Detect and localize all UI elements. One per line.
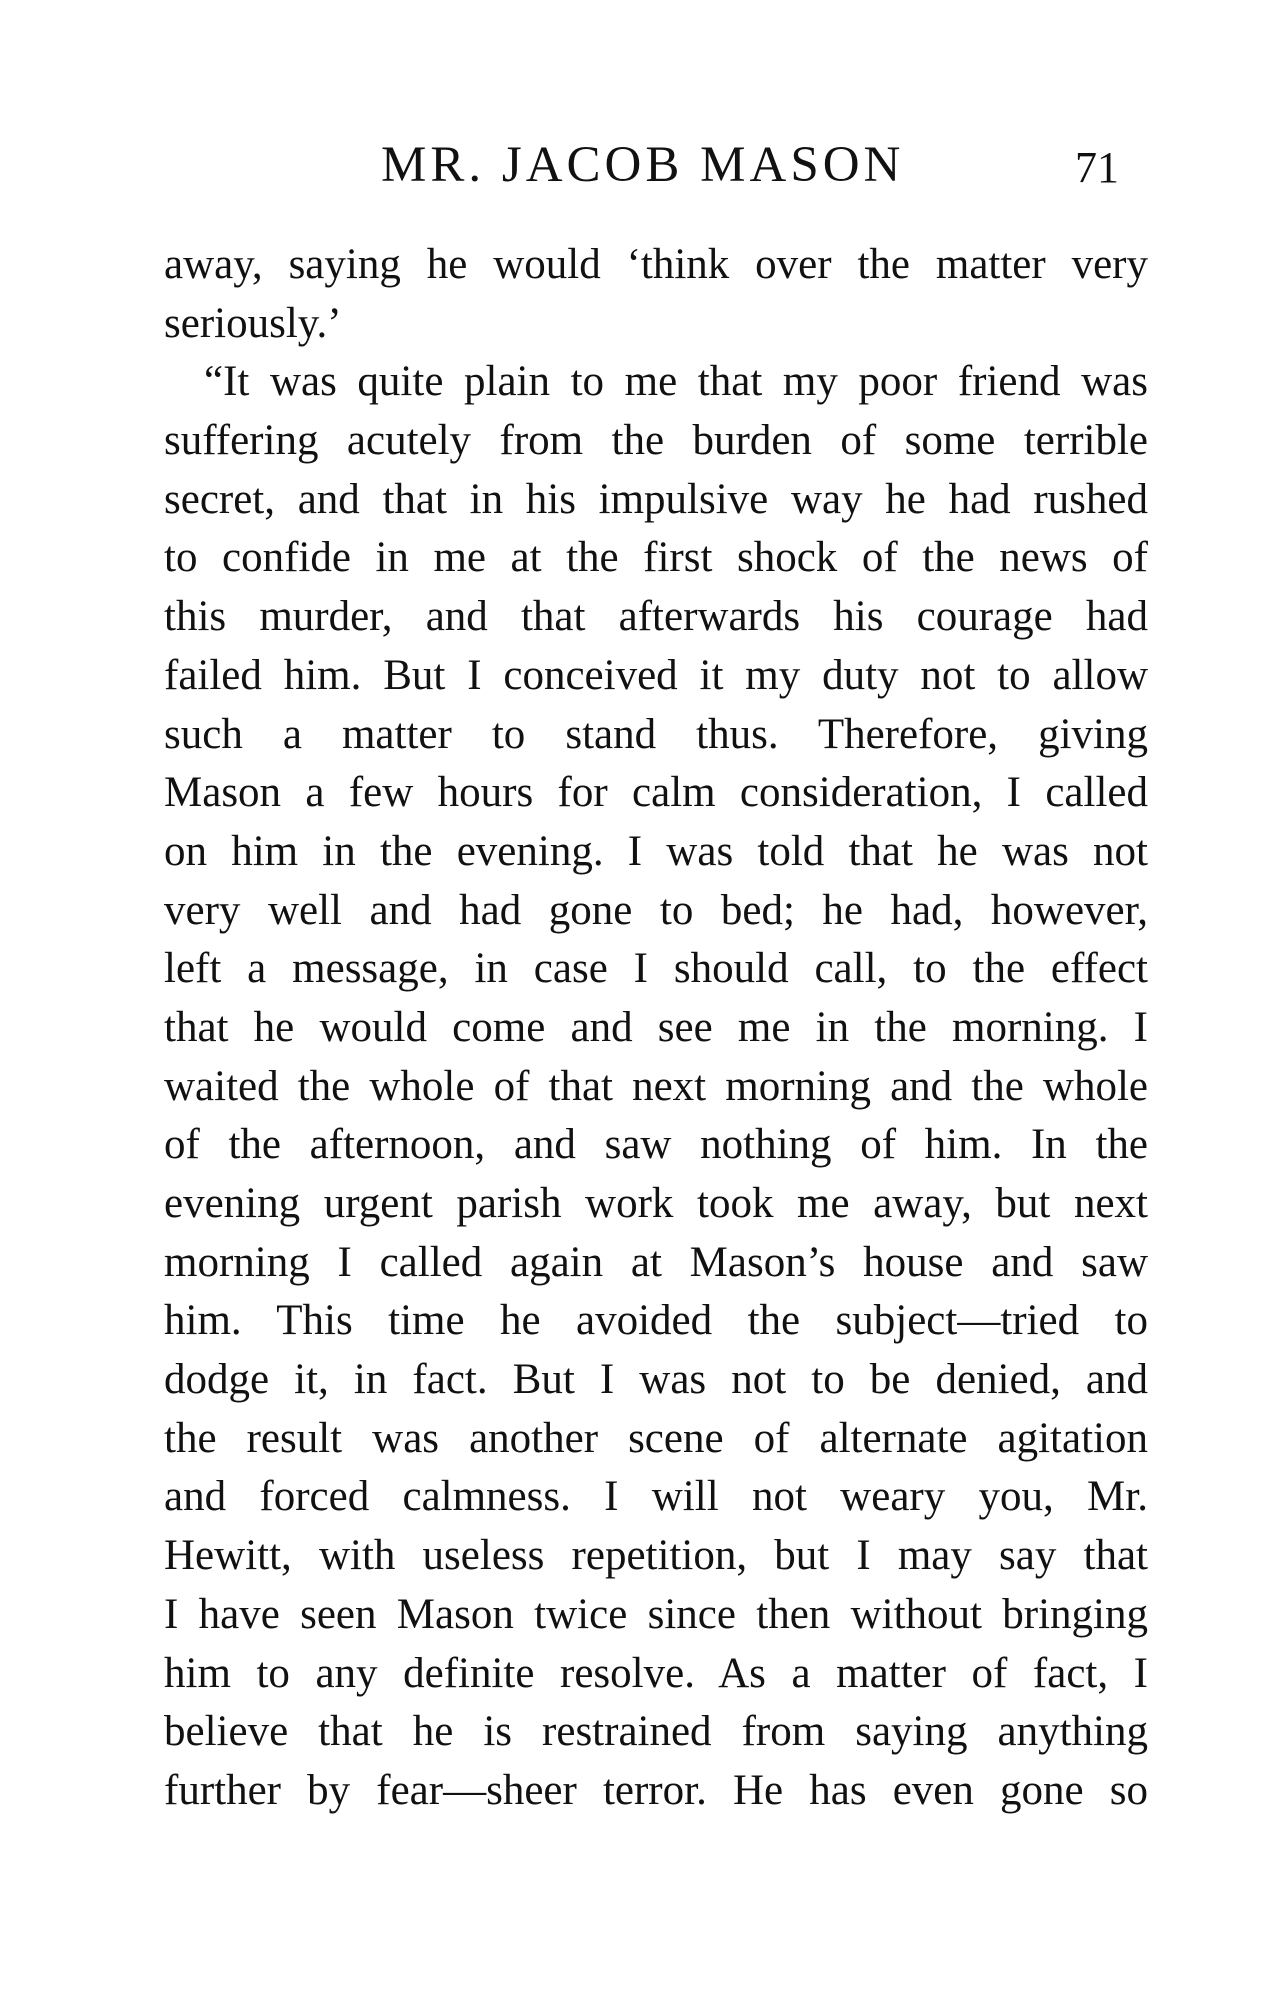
text-line: this murder, and that afterwards his courage had [164,593,1148,641]
page-number: 71 [1075,143,1119,192]
text-line: Hewitt, with useless repetition, but I may say that [164,1532,1148,1580]
text-line: waited the whole of that next morning and the whole [164,1062,1148,1110]
text-line: believe that he is restrained from saying anything [164,1708,1148,1756]
text-line: “It was quite plain to me that my poor friend was [204,358,1148,406]
text-line: left a message, in case I should call, to the effect [164,945,1148,993]
text-line: on him in the evening. I was told that he was not [164,827,1148,875]
running-title: MR. JACOB MASON [381,137,905,193]
text-line: and forced calmness. I will not weary you, Mr. [164,1473,1148,1521]
text-line: seriously.’ [164,299,342,347]
text-line: him. This time he avoided the subject—tried to [164,1297,1148,1345]
text-line: evening urgent parish work took me away, but next [164,1180,1148,1227]
text-line: the result was another scene of alternate agitation [164,1414,1148,1462]
text-line: secret, and that in his impulsive way he had rushed [164,475,1148,523]
text-line: him to any definite resolve. As a matter of fact, I [164,1649,1148,1697]
body-text [164,236,1148,1821]
text-line: suffering acutely from the burden of some terrible [164,417,1148,465]
text-line: that he would come and see me in the morning. I [164,1003,1148,1051]
text-line: dodge it, in fact. But I was not to be denied, and [164,1356,1148,1404]
text-line: morning I called again at Mason’s house and saw [164,1238,1148,1286]
text-line: failed him. But I conceived it my duty not to allow [164,651,1148,699]
text-line: to confide in me at the first shock of the news of [164,534,1148,582]
text-line: away, saying he would ‘think over the matter very [164,241,1148,288]
text-line: of the afternoon, and saw nothing of him. In the [164,1121,1148,1169]
text-line: very well and had gone to bed; he had, however, [164,886,1148,934]
text-line: such a matter to stand thus. Therefore, giving [164,710,1148,758]
text-line: Mason a few hours for calm consideration, I called [164,769,1148,817]
text-line: further by fear—sheer terror. He has even gone so [164,1766,1148,1814]
text-line: I have seen Mason twice since then without bringing [164,1590,1148,1638]
